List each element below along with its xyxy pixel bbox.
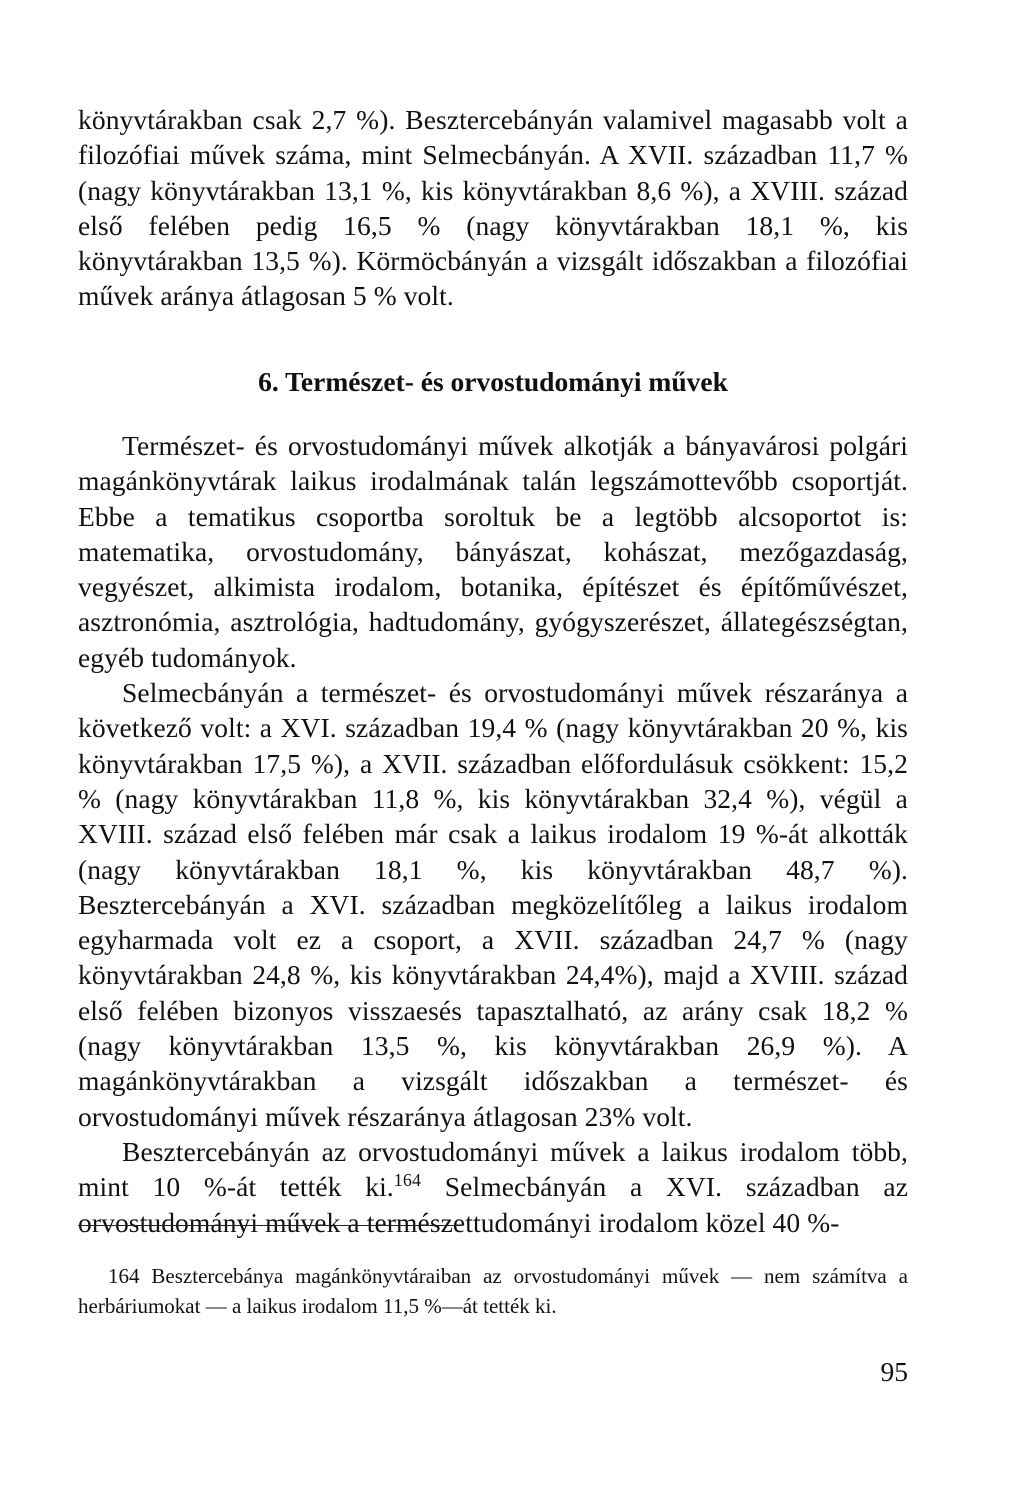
paragraph-3-text-start: Besztercebányán az orvostudományi művek a laikus irodalom több, mint 10 %-át tették ki. bbox=[78, 1135, 908, 1203]
footnote bbox=[78, 1262, 908, 1321]
paragraph-2: Selmecbányán a természet- és orvostudományi művek részaránya a következő volt: a XVI. században 19,4 % (nagy könyvtárakban 20 %, kis könyvtárakban 17,5 %), a XVII. században előfordulásuk csökkent: 15,2 % (nagy könyvtárakban 11,8 %, kis könyvtárakban 32,4 %), végül a XVIII. század első felében már csak a laikus irodalom 19 %-át alkották (nagy könyvtárakban 18,1 %, kis könyvtárakban 48,7 %). Besztercebányán a XVI. században megközelítőleg a laikus irodalom egyharmada volt ez a csoport, a XVII. században 24,7 % (nagy könyvtárakban 24,8 %, kis könyvtárakban 24,4%), majd a XVIII. század első felében bizonyos visszaesés tapasztalható, az arány csak 18,2 % (nagy könyvtárakban 13,5 %, kis könyvtárakban 26,9 %). A magánkönyvtárakban a vizsgált időszakban a természet- és orvostudományi művek részaránya átlagosan 23% volt. bbox=[78, 677, 908, 1132]
paragraph-3 bbox=[78, 1134, 908, 1240]
footnote-reference[interactable]: 164 bbox=[393, 1170, 422, 1191]
paragraph-3-text-end: Selmecbányán a XVI. században az orvostudományi művek a természettudományi irodalom közel 40 %- bbox=[78, 1171, 908, 1238]
paragraph-1: Természet- és orvostudományi művek alkotják a bányavárosi polgári magánkönyvtárak laikus irodalmának talán legszámottevőbb csoportját. Ebbe a tematikus csoportba soroltuk be a legtöbb alcsoportot is: matematika, orvostudomány, bányászat, kohászat, mezőgazdaság, vegyészet, alkimista irodalom, botanika, építészet és építőművészet, asztronómia, asztrológia, hadtudomány, gyógyszerészet, állategészségtan, egyéb tudományok. bbox=[78, 430, 908, 673]
section-heading: 6. Természet- és orvostudományi művek bbox=[258, 366, 728, 397]
footnote-divider bbox=[78, 1225, 462, 1226]
continuation-paragraph bbox=[78, 102, 908, 314]
page-number: 95 bbox=[880, 1356, 908, 1387]
section-body bbox=[78, 428, 908, 1240]
footnote-text: 164 Besztercebánya magánkönyvtáraiban az orvostudományi művek — nem számítva a herbáriumokat — a laikus irodalom 11,5 %—át tették ki. bbox=[78, 1264, 908, 1318]
paragraph-text: könyvtárakban csak 2,7 %). Besztercebányán valamivel magasabb volt a filozófiai művek száma, mint Selmecbányán. A XVII. században 11,7 % (nagy könyvtárakban 13,1 %, kis könyvtárakban 8,6 %), a XVIII. század első felében pedig 16,5 % (nagy könyvtárakban 18,1 %, kis könyvtárakban 13,5 %). Körmöcbányán a vizsgált időszakban a filozófiai művek aránya átlagosan 5 % volt. bbox=[78, 104, 908, 312]
